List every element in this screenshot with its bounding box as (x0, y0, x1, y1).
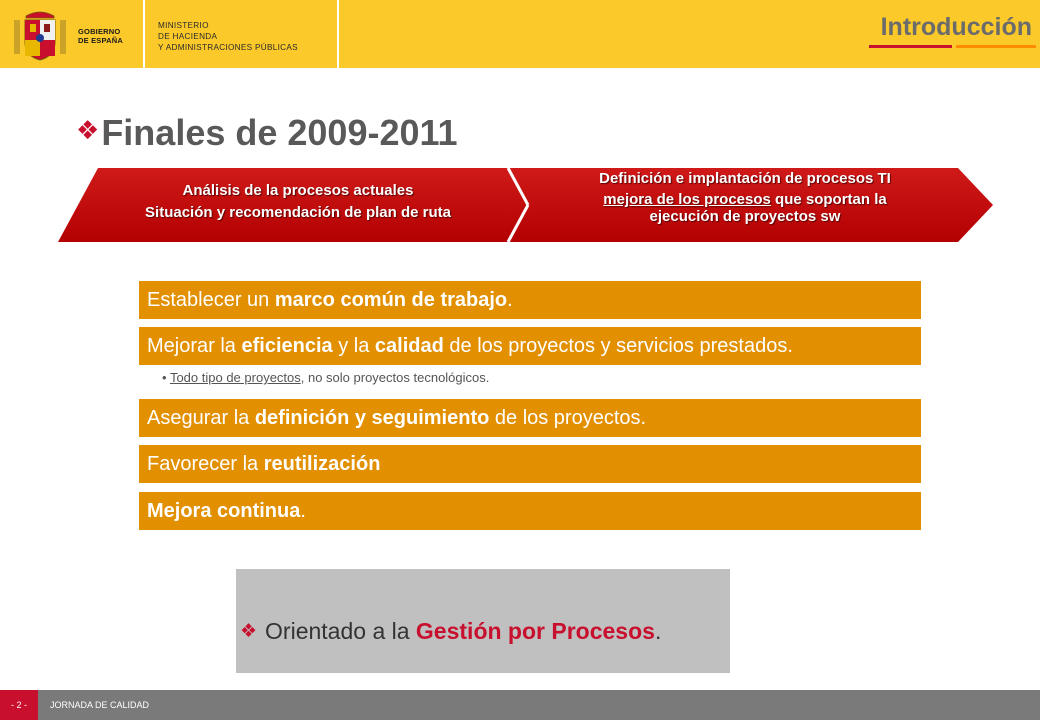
footer-label: JORNADA DE CALIDAD (50, 700, 150, 710)
process-step-1-subtitle: Situación y recomendación de plan de ruta (145, 204, 451, 221)
sub-bullet-text: , no solo proyectos tecnológicos. (300, 370, 490, 385)
bullet-dot-icon: • (162, 370, 167, 385)
goal-bar-2: Mejorar la eficiencia y la calidad de los proyectos y servicios prestados. (139, 327, 921, 365)
goal-bar-1: Establecer un marco común de trabajo. (139, 281, 921, 319)
ministry-name: MINISTERIO DE HACIENDA Y ADMINISTRACIONES PÚBLICAS (158, 21, 298, 52)
diamond-bullet-icon: ❖ (240, 621, 258, 642)
government-name: GOBIERNO DE ESPAÑA (78, 27, 124, 45)
process-step-1-title: Análisis de la procesos actuales (182, 182, 414, 199)
process-step-2 (520, 170, 970, 225)
section-title: Introducción (880, 13, 1032, 41)
sub-bullet-projects (162, 370, 489, 385)
process-step-1 (88, 180, 508, 224)
goal-bar-3: Asegurar la definición y seguimiento de los proyectos. (139, 399, 921, 437)
process-step-2-text: que soportan la (770, 191, 887, 208)
summary-highlight: Gestión por Procesos (415, 618, 655, 644)
summary-suffix: . (654, 618, 662, 644)
process-step-2-underlined: mejora de los procesos (603, 191, 771, 208)
goal-bar-4: Favorecer la reutilización (139, 445, 921, 483)
sub-bullet-underlined: Todo tipo de proyectos (169, 370, 301, 385)
page-heading-text: Finales de 2009-2011 (101, 112, 458, 153)
diamond-bullet-icon: ❖ (76, 115, 100, 145)
process-step-2-title: Definición e implantación de procesos TI (599, 170, 891, 187)
footer-bar (0, 690, 1040, 720)
page-number: - 2 - (0, 690, 38, 720)
goal-bar-5: Mejora continua. (139, 492, 921, 530)
process-step-2-text-line3: ejecución de proyectos sw (649, 208, 841, 225)
summary-prefix: Orientado a la (265, 618, 416, 644)
summary-text (240, 618, 661, 645)
